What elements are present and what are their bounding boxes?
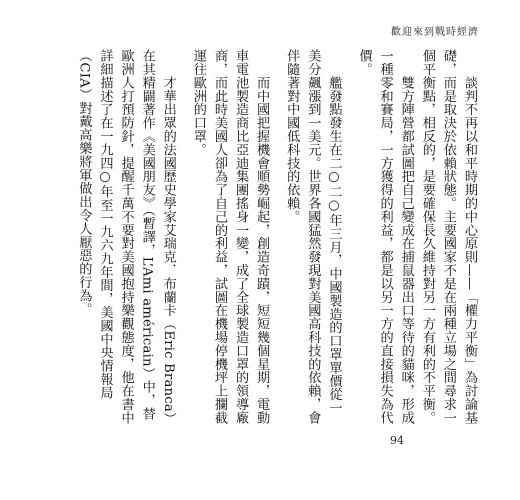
paragraph-4: 而中國把握機會順勢崛起，創造奇蹟，短短幾個星期，電動車電池製造商比亞迪集團搖身一變，成了全球製造口罩的領導廠商，而此時美國人卻為了自己的利益，試圖在機場停機坪上攔截運往歐洲的口罩。 bbox=[190, 49, 270, 425]
paragraph-2: 雙方陣營都試圖把自己變成在捕鼠器出口等待的貓咪，形成一種零和賽局，一方獲得的利益，都是以另一方的直接損失為代價。 bbox=[356, 49, 414, 425]
paragraph-5: 才華出眾的法國歷史學家艾瑞克．布蘭卡（Eric Branca）在其精闢著作《美國朋友》（暫譯，L’Ami américain）中，替歐洲人打預防針，提醒千萬不要對美國抱持樂觀態度，他在書中詳細描述了在一九四○年至一九六九年間，美國中央情報局（CIA）對戴高樂將軍做出令人厭惡的行為。 bbox=[76, 49, 176, 426]
body-text bbox=[40, 49, 480, 427]
paragraph-3: 艦發點發生在二○二○年三月，中國製造的口罩單價從一美分飆漲到一美元。世界各國猛然發現對美國高科技的依賴，會伴隨著對中國低科技的依賴。 bbox=[284, 49, 342, 425]
running-header: 歡迎來到戰時經濟 bbox=[391, 27, 479, 38]
paragraph-1: 談判不再以和平時期的中心原則——「權力平衡」為討論基礎，而是取決於依賴狀態。主要國家不是在兩種立場之間尋求一個平衡點，相反的，是要確保長久維持對另一方有利的不平衡。 bbox=[419, 49, 477, 425]
page-number: 94 bbox=[390, 434, 404, 447]
